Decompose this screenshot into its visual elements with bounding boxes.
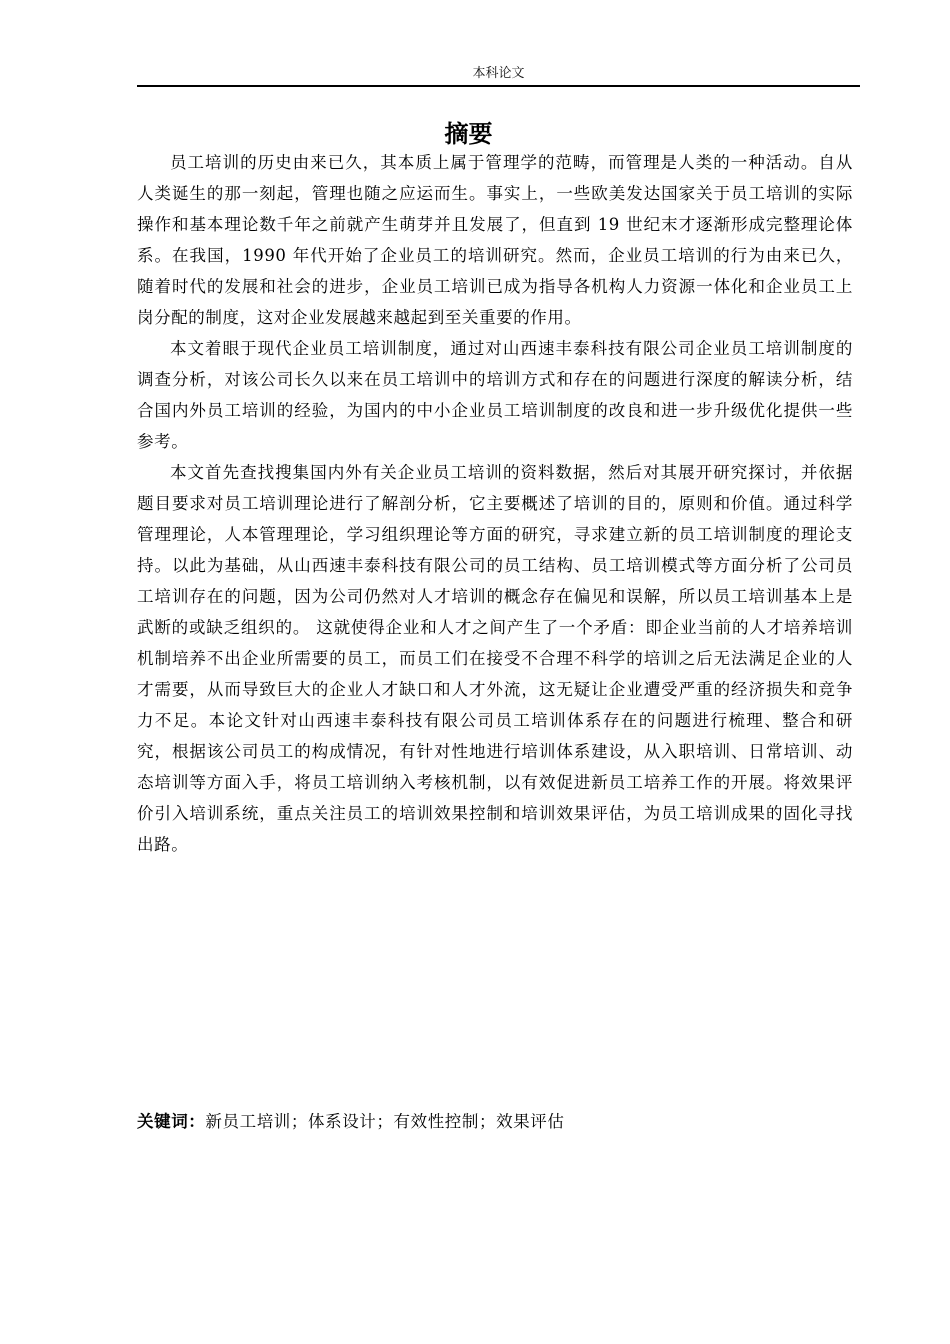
abstract-paragraph-3: 本文首先查找搜集国内外有关企业员工培训的资料数据，然后对其展开研究探讨，并依据题目要求对员工培训理论进行了解剖分析，它主要概述了培训的目的，原则和价值。通过科学管理理论，人本管理理论，学习组织理论等方面的研究，寻求建立新的员工培训制度的理论支持。以此为基础，从山西速丰泰科技有限公司的员工结构、员工培训模式等方面分析了公司员工培训存在的问题，因为公司仍然对人才培训的概念存在偏见和误解，所以员工培训基本上是武断的或缺乏组织的。 这就使得企业和人才之间产生了一个矛盾：即企业当前的人才培养培训机制培养不出企业所需要的员工，而员工们在接受不合理不科学的培训之后无法满足企业的人才需要，从而导致巨大的企业人才缺口和人才外流，这无疑让企业遭受严重的经济损失和竞争力不足。本论文针对山西速丰泰科技有限公司员工培训体系存在的问题进行梳理、整合和研究，根据该公司员工的构成情况，有针对性地进行培训体系建设，从入职培训、日常培训、动态培训等方面入手，将员工培训纳入考核机制，以有效促进新员工培养工作的开展。将效果评价引入培训系统，重点关注员工的培训效果控制和培训效果评估，为员工培训成果的固化寻找出路。: [137, 463, 853, 854]
abstract-body: [137, 147, 853, 860]
keywords-label: 关键词：: [137, 1112, 206, 1131]
abstract-title: 摘要: [444, 120, 493, 148]
keywords-text: 新员工培训；体系设计；有效性控制；效果评估: [205, 1112, 565, 1131]
abstract-paragraph-2: 本文着眼于现代企业员工培训制度，通过对山西速丰泰科技有限公司企业员工培训制度的调查分析，对该公司长久以来在员工培训中的培训方式和存在的问题进行深度的解读分析，结合国内外员工培训的经验，为国内的中小企业员工培训制度的改良和进一步升级优化提供一些参考。: [137, 339, 853, 451]
running-header: 本科论文: [472, 66, 525, 81]
abstract-paragraph-1: 员工培训的历史由来已久，其本质上属于管理学的范畴，而管理是人类的一种活动。自从人类诞生的那一刻起，管理也随之应运而生。事实上，一些欧美发达国家关于员工培训的实际操作和基本理论数千年之前就产生萌芽并且发展了，但直到 19 世纪末才逐渐形成完整理论体系。在我国，1990 年代开始了企业员工的培训研究。然而，企业员工培训的行为由来已久，随着时代的发展和社会的进步，企业员工培训已成为指导各机构人力资源一体化和企业员工上岗分配的制度，这对企业发展越来越起到至关重要的作用。: [137, 153, 853, 327]
header-rule: [137, 85, 860, 87]
keywords: [137, 1107, 853, 1137]
